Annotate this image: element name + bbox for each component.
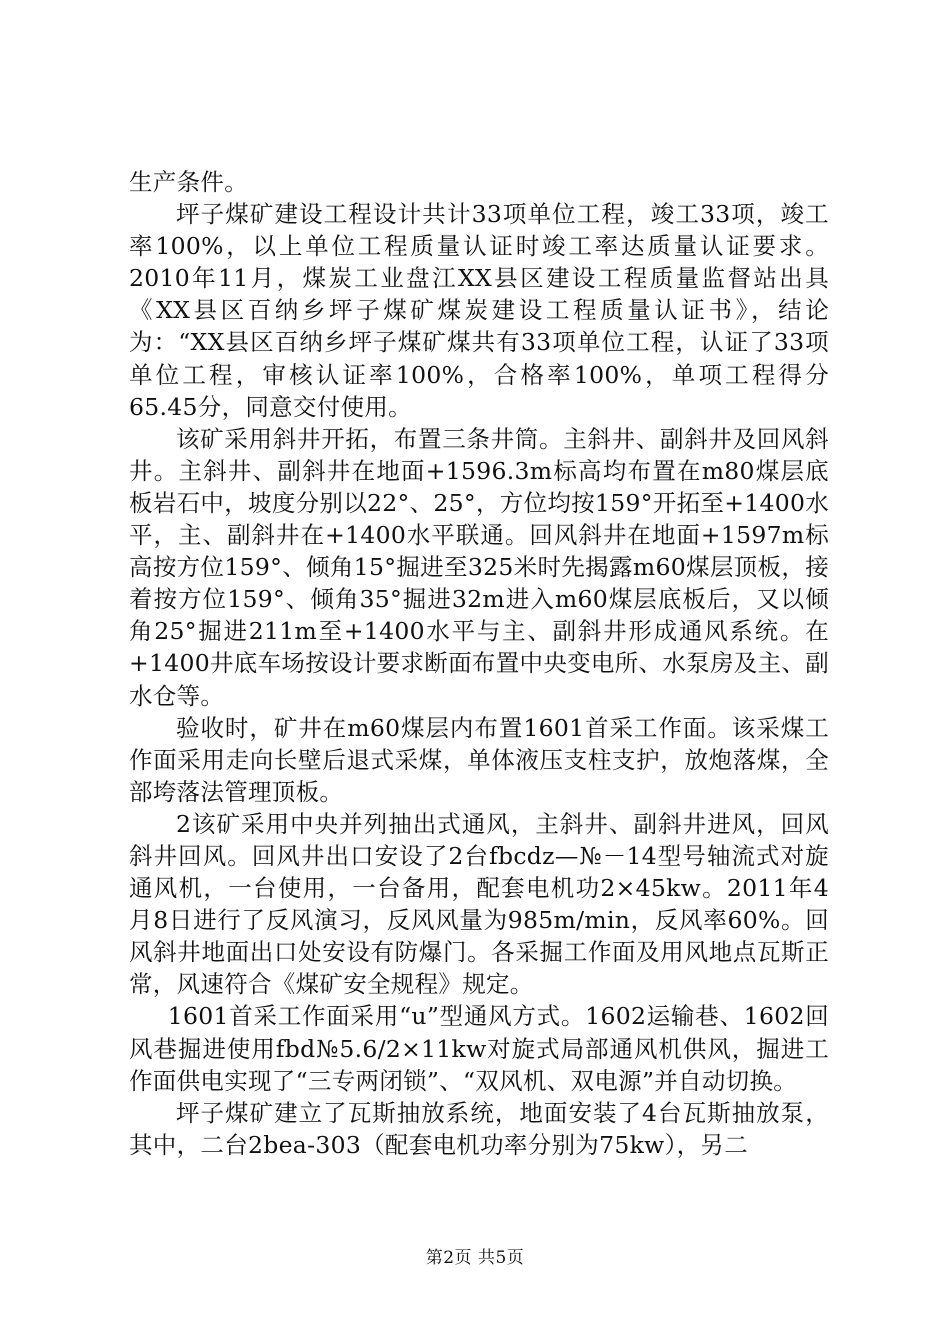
paragraph-mine-development: 该矿采用斜井开拓，布置三条井筒。主斜井、副斜井及回风斜井。主斜井、副斜井在地面+1596.3m标高均布置在m80煤层底板岩石中，坡度分别以22°、25°，方位均按159°开拓至+1400水平，主、副斜井在+1400水平联通。回风斜井在地面+1597m标高按方位159°、倾角15°掘进至325米时先揭露m60煤层顶板，接着按方位159°、倾角35°掘进32m进入m60煤层底板后，又以倾角25°掘进211m至+1400水平与主、副斜井形成通风系统。在+1400井底车场按设计要求断面布置中央变电所、水泵房及主、副水仓等。 (129, 424, 829, 710)
page-footer: 第2页 共5页 (425, 1248, 525, 1268)
document-body (129, 166, 829, 1161)
paragraph-ventilation-method: 1601首采工作面采用“u”型通风方式。1602运输巷、1602回风巷掘进使用fbd№5.6/2×11kw对旋式局部通风机供风，掘进工作面供电实现了“三专两闭锁”、“双风机、双电源”并自动切换。 (129, 1002, 829, 1095)
paragraph-working-face: 验收时，矿井在m60煤层内布置1601首采工作面。该采煤工作面采用走向长壁后退式采煤，单体液压支柱支护，放炮落煤，全部垮落法管理顶板。 (129, 713, 829, 806)
paragraph-continuation: 生产条件。 (129, 168, 248, 196)
paragraph-gas-drainage: 坪子煤矿建立了瓦斯抽放系统，地面安装了4台瓦斯抽放泵，其中，二台2bea-303（配套电机功率分别为75kw），另二 (129, 1098, 829, 1159)
paragraph-ventilation: 2该矿采用中央并列抽出式通风，主斜井、副斜井进风，回风斜井回风。回风井出口安设了2台fbcdz—№－14型号轴流式对旋通风机，一台使用，一台备用，配套电机功2×45kw。2011年4月8日进行了反风演习，反风风量为985m/min，反风率60%。回风斜井地面出口处安设有防爆门。各采掘工作面及用风地点瓦斯正常，风速符合《煤矿安全规程》规定。 (129, 809, 829, 999)
paragraph-project-acceptance: 坪子煤矿建设工程设计共计33项单位工程，竣工33项，竣工率100%，以上单位工程质量认证时竣工率达质量认证要求。2010年11月，煤炭工业盘江XX县区建设工程质量监督站出具《XX县区百纳乡坪子煤矿煤炭建设工程质量认证书》，结论为：“XX县区百纳乡坪子煤矿煤共有33项单位工程，认证了33项单位工程，审核认证率100%，合格率100%，单项工程得分65.45分，同意交付使用。 (129, 200, 829, 421)
